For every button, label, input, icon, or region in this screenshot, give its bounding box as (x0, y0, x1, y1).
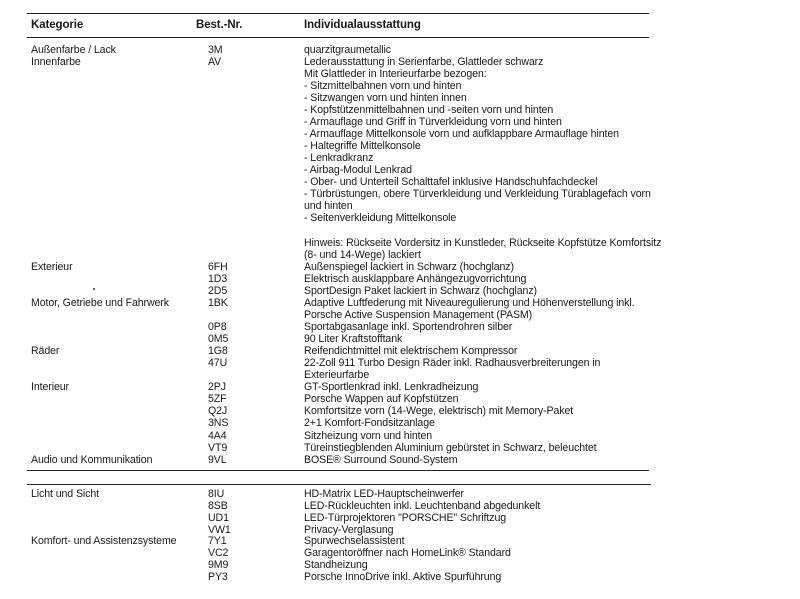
equipment-line: - Sitzmittelbahnen vorn und hinten (304, 80, 462, 92)
stray-dot (93, 288, 95, 290)
equipment-line: Exterieurfarbe (304, 369, 370, 381)
equipment-line: BOSE® Surround Sound-System (304, 454, 458, 466)
order-code: 9M9 (208, 559, 229, 571)
equipment-line: - Seitenverkleidung Mittelkonsole (304, 212, 457, 224)
order-code: VW1 (208, 524, 231, 536)
category-label: Interieur (31, 381, 69, 393)
equipment-line: Standheizung (304, 559, 368, 571)
equipment-line: Porsche Wappen auf Kopfstützen (304, 393, 459, 405)
order-code: 3NS (208, 417, 229, 429)
equipment-line: Reifendichtmittel mit elektrischem Kompressor (304, 345, 518, 357)
equipment-line: Sportabgasanlage inkl. Sportendrohren silber (304, 321, 513, 333)
equipment-line: Spurwechselassistent (304, 535, 405, 547)
order-code: 9VL (208, 454, 227, 466)
order-code: 7Y1 (208, 535, 227, 547)
order-code: 1G8 (208, 345, 228, 357)
equipment-line: 22-Zoll 911 Turbo Design Räder inkl. Radhausverbreiterungen in (304, 357, 601, 369)
order-code: 1BK (208, 297, 228, 309)
equipment-line: - Armauflage und Griff in Türverkleidung vorn und hinten (304, 116, 562, 128)
category-label: Außenfarbe / Lack (31, 44, 116, 56)
category-label: Licht und Sicht (31, 488, 99, 500)
equipment-line: - Ober- und Unterteil Schalttafel inklusive Handschuhfachdeckel (304, 176, 598, 188)
header-bottom-rule (27, 37, 649, 38)
equipment-line: Komfortsitze vorn (14-Wege, elektrisch) mit Memory-Paket (304, 405, 574, 417)
order-code: Q2J (208, 405, 228, 417)
equipment-line: - Kopfstützenmittelbahnen und -seiten vorn und hinten (304, 104, 554, 116)
equipment-line: SportDesign Paket lackiert in Schwarz (hochglanz) (304, 285, 537, 297)
order-code: 2PJ (208, 381, 226, 393)
equipment-line: 2+1 Komfort-Fondsitzanlage (304, 417, 435, 429)
equipment-line: und hinten (304, 200, 353, 212)
category-label: Audio und Kommunikation (31, 454, 153, 466)
order-code: 6FH (208, 261, 228, 273)
order-code: VT9 (208, 442, 228, 454)
order-code: 8SB (208, 500, 228, 512)
order-code: 4A4 (208, 430, 227, 442)
order-code: UD1 (208, 512, 229, 524)
category-label: Exterieur (31, 261, 73, 273)
equipment-line: (8- und 14-Wege) lackiert (304, 249, 421, 261)
header-order-number: Best.-Nr. (196, 19, 243, 31)
equipment-line: - Armauflage Mittelkonsole vorn und aufklappbare Armauflage hinten (304, 128, 619, 140)
category-label: Innenfarbe (31, 56, 81, 68)
equipment-line: - Haltegriffe Mittelkonsole (304, 140, 421, 152)
section-divider-top (27, 470, 649, 471)
category-label: Räder (31, 345, 60, 357)
equipment-line: LED-Türprojektoren "PORSCHE" Schriftzug (304, 512, 507, 524)
order-code: 8IU (208, 488, 225, 500)
equipment-line: Außenspiegel lackiert in Schwarz (hochglanz) (304, 261, 514, 273)
equipment-line: LED-Rückleuchten inkl. Leuchtenband abgedunkelt (304, 500, 541, 512)
order-code: 1D3 (208, 273, 228, 285)
header-category: Kategorie (31, 19, 84, 31)
equipment-line: - Lenkradkranz (304, 152, 374, 164)
order-code: 0P8 (208, 321, 227, 333)
header-top-rule (27, 13, 649, 14)
equipment-line: HD-Matrix LED-Hauptscheinwerfer (304, 488, 464, 500)
header-equipment: Individualausstattung (304, 19, 421, 31)
equipment-line: - Airbag-Modul Lenkrad (304, 164, 412, 176)
equipment-line: quarzitgraumetallic (304, 44, 392, 56)
category-label: Komfort- und Assistenzsysteme (31, 535, 177, 547)
equipment-line: GT-Sportlenkrad inkl. Lenkradheizung (304, 381, 479, 393)
equipment-line: Privacy-Verglasung (304, 524, 394, 536)
equipment-line: Türeinstiegblenden Aluminium gebürstet in Schwarz, beleuchtet (304, 442, 597, 454)
equipment-line: Elektrisch ausklappbare Anhängezugvorrichtung (304, 273, 527, 285)
order-code: 5ZF (208, 393, 227, 405)
order-code: VC2 (208, 547, 229, 559)
equipment-line: - Türbrüstungen, obere Türverkleidung und Verkleidung Türablagefach vorn (304, 188, 651, 200)
equipment-line: Sitzheizung vorn und hinten (304, 430, 433, 442)
order-code: PY3 (208, 571, 228, 583)
equipment-line: Hinweis: Rückseite Vordersitz in Kunstleder, Rückseite Kopfstütze Komfortsitz (304, 237, 662, 249)
equipment-line: Garagentoröffner nach HomeLink® Standard (304, 547, 511, 559)
section-divider-bottom (27, 484, 651, 485)
equipment-line: Lederausstattung in Serienfarbe, Glattleder schwarz (304, 56, 544, 68)
order-code: AV (208, 56, 222, 68)
order-code: 2D5 (208, 285, 228, 297)
order-code: 0M5 (208, 333, 229, 345)
equipment-line: Porsche Active Suspension Management (PASM) (304, 309, 533, 321)
order-code: 47U (208, 357, 228, 369)
equipment-line: - Sitzwangen vorn und hinten innen (304, 92, 467, 104)
equipment-line: Adaptive Luftfederung mit Niveauregulierung und Höhenverstellung inkl. (304, 297, 635, 309)
category-label: Motor, Getriebe und Fahrwerk (31, 297, 169, 309)
equipment-line: Porsche InnoDrive inkl. Aktive Spurführung (304, 571, 502, 583)
equipment-line: 90 Liter Kraftstofftank (304, 333, 403, 345)
order-code: 3M (208, 44, 223, 56)
equipment-line: Mit Glattleder in Interieurfarbe bezogen: (304, 68, 487, 80)
